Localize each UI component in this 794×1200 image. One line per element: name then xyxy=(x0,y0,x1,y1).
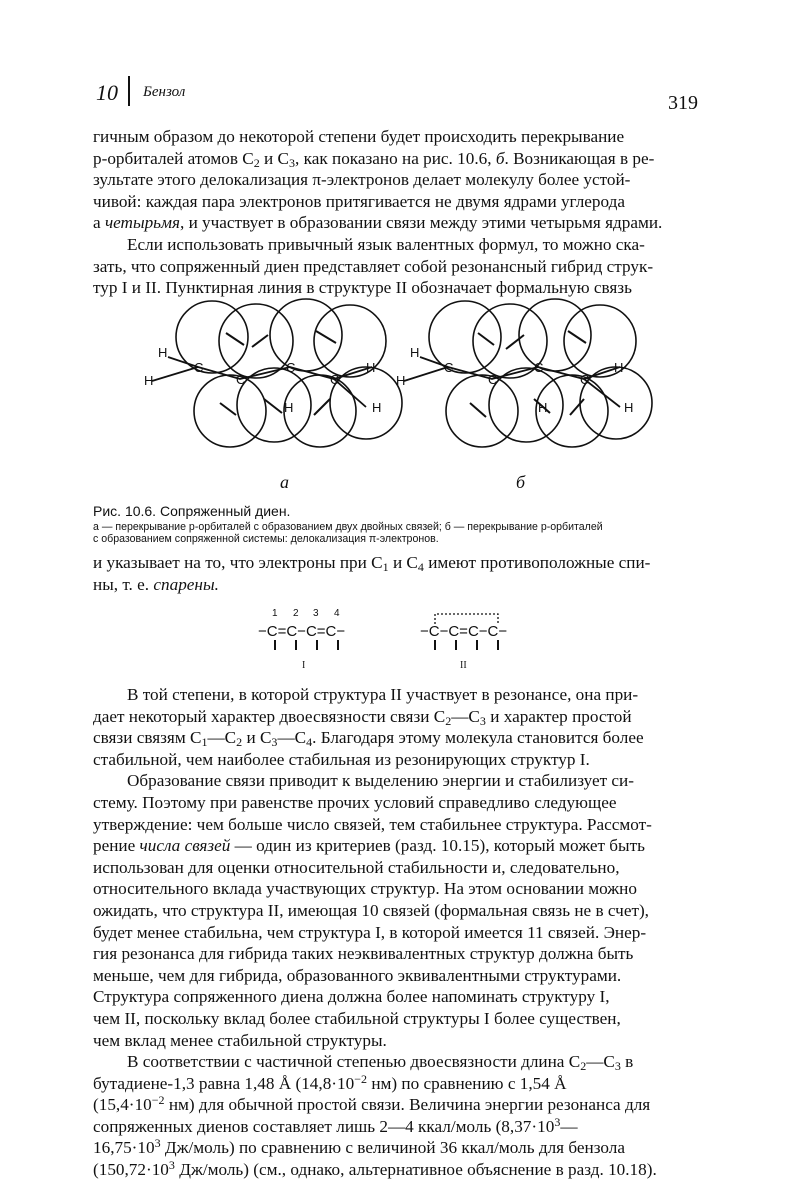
figure-caption-title: Рис. 10.6. Сопряженный диен. xyxy=(93,503,291,519)
page-number: 319 xyxy=(668,92,698,114)
figure-label-b: б xyxy=(516,472,526,492)
figure-10-6-orbitals xyxy=(140,295,660,495)
paragraph-3: и указывает на то, что электроны при $C_1$ и $C_4$ имеют противоположные спи- ны, т. е. спарены. xyxy=(93,553,651,594)
atom-c: C xyxy=(194,360,204,375)
structure-ii-formula: −C−C=C−C− xyxy=(420,623,508,640)
atom-h: H xyxy=(410,345,420,360)
chapter-title: Бензол xyxy=(143,84,186,100)
atom-c: C xyxy=(286,360,296,375)
atom-c: C xyxy=(330,372,340,387)
structures-i-ii xyxy=(250,604,550,674)
locant-number: 4 xyxy=(334,608,340,619)
atom-h: H xyxy=(372,400,382,415)
locant-number: 2 xyxy=(293,608,299,619)
atom-h: H xyxy=(624,400,634,415)
atom-h: H xyxy=(538,400,548,415)
atom-h: H xyxy=(144,373,154,388)
chapter-number: 10 xyxy=(96,80,118,105)
atom-h: H xyxy=(396,373,406,388)
figure-label-a: а xyxy=(280,472,289,492)
locant-number: 3 xyxy=(313,608,319,619)
paragraph-4: В той степени, в которой структура II участвует в резонансе, она при- дает некоторый характер двоесвязности связи $C_2—C_3$ и характер простой связи связям $C_1—C_2$ и $C_3—C_4$. Благодаря этому молекула становится более стабильной, чем наиболее стабильная из резонирующих структур I. Образование связи приводит к выделению энергии и стабилизует си- стему. Поэтому при равенстве прочих условий справедливо следующее утверждение: чем больше число связей, тем стабильнее структура. Рассмот- рение числа связей — один из критериев (разд. 10.15), который может быть использован для оценки относительной стабильности и, следовательно, относительного вклада участвующих структур. На этом основании можно ожидать, что структура II, имеющая 10 связей (формальная связь не в счет), будет менее стабильна, чем структура I, в которой имеется 11 связей. Энер- гия резонанса для гибрида таких неэквивалентных структур должна быть меньше, чем для гибрида, образованного эквивалентными структурами. Структура сопряженного диена должна более напоминать структуру I, чем II, поскольку вклад более стабильной структуры I более существен, чем вклад менее стабильной структуры. В соответствии с частичной степенью двоесвязности длина $C_2—C_3$ в бутадиене-1,3 равна 1,48 Å ($14,8\cdot 10^{-2}$ нм) по сравнению с 1,54 Å ($15,4\cdot 10^{-2}$ нм) для обычной простой связи. Величина энергии резонанса для сопряженных диенов составляет лишь 2—4 ккал/моль ($8,37\cdot 10^3—$ $16,75\cdot 10^3$ Дж/моль) по сравнению с величиной 36 ккал/моль для бензола ($150,72\cdot 10^3$ Дж/моль) (см., однако, альтернативное объяснение в разд. 10.18). xyxy=(93,685,657,1180)
atom-c: C xyxy=(444,360,454,375)
atom-c: C xyxy=(580,372,590,387)
figure-caption-body: а — перекрывание р-орбиталей с образованием двух двойных связей; б — перекрывание р-орбиталей с образованием сопряженной системы: делокализация π-электронов. xyxy=(93,521,603,545)
atom-h: H xyxy=(158,345,168,360)
locant-number: 1 xyxy=(272,608,278,619)
header-divider xyxy=(128,76,130,106)
atom-c: C xyxy=(488,372,498,387)
structure-i-label: I xyxy=(302,660,306,671)
atom-c: C xyxy=(236,372,246,387)
atom-h: H xyxy=(614,360,624,375)
structure-ii-label: II xyxy=(460,660,467,671)
atom-c: C xyxy=(534,360,544,375)
paragraph-1: гичным образом до некоторой степени будет происходить перекрывание р-орбиталей атомов $C_2$ и $C_3$, как показано на рис. 10.6, б. Возникающая в ре- зультате этого делокализация π-электронов делает молекулу более устой- чивой: каждая пара электронов притягивается не двумя ядрами углерода а четырьмя, и участвует в образовании связи между этими четырьмя ядрами. Если использовать привычный язык валентных формул, то можно ска- зать, что сопряженный диен представляет собой резонансный гибрид струк- тур I и II. Пунктирная линия в структуре II обозначает формальную связь xyxy=(93,127,663,298)
structure-i-formula: −C=C−C=C− xyxy=(258,623,346,640)
atom-h: H xyxy=(284,400,294,415)
atom-h: H xyxy=(366,360,376,375)
